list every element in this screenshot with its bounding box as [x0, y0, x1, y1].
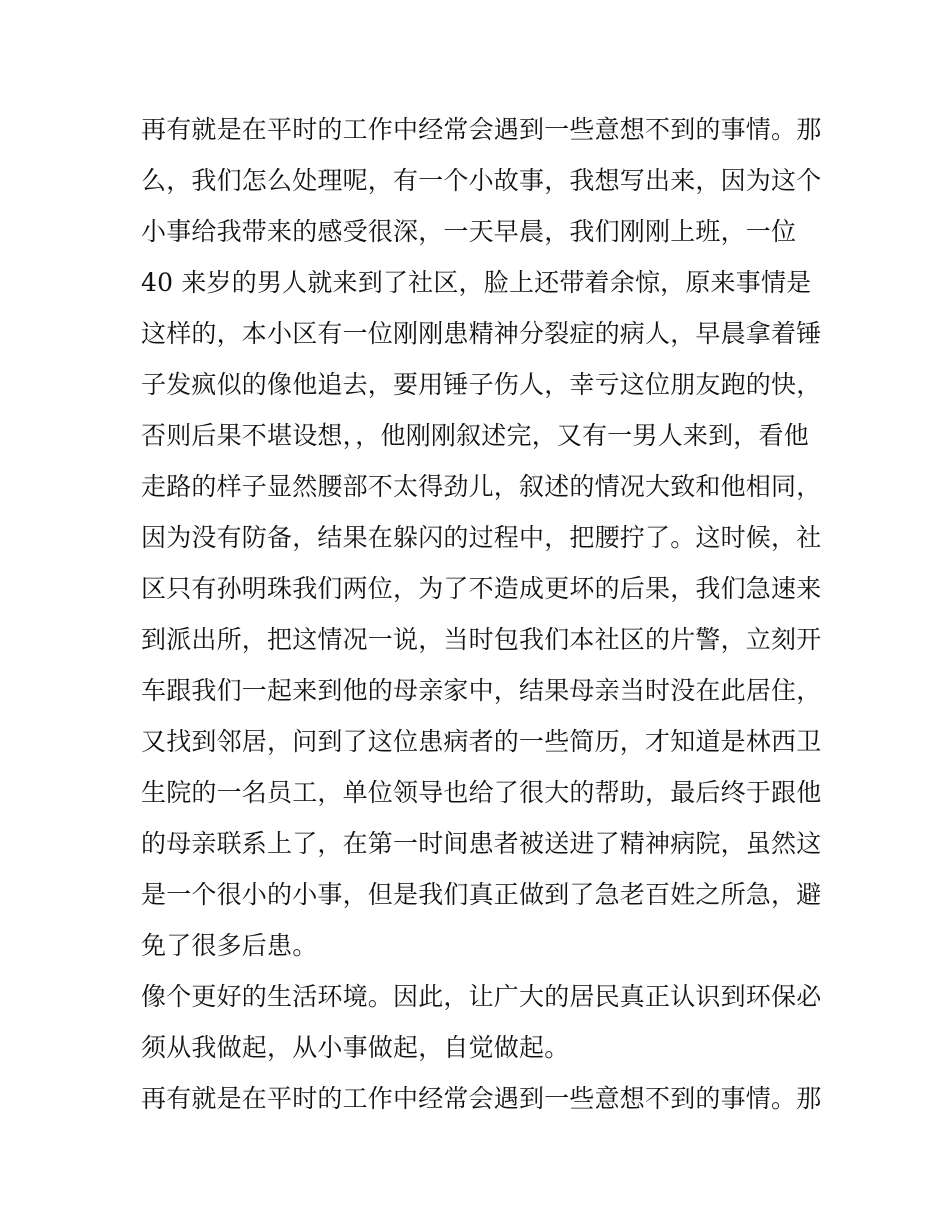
text-line-1: 再有就是在平时的工作中经常会遇到一些意想不到的事情。那 — [141, 115, 822, 144]
text-line-6: 子发疯似的像他追去，要用锤子伤人，幸亏这位朋友跑的快， — [141, 370, 822, 399]
text-line-7: 否则后果不堪设想，，他刚刚叙述完，又有一男人来到，看他 — [141, 421, 809, 450]
text-line-8: 走路的样子显然腰部不太得劲儿，叙述的情况大致和他相同， — [141, 472, 822, 501]
text-line-13: 又找到邻居，问到了这位患病者的一些简历，才知道是林西卫 — [141, 727, 822, 756]
text-line-12: 车跟我们一起来到他的母亲家中，结果母亲当时没在此居住， — [141, 676, 822, 705]
text-line-18: 像个更好的生活环境。因此，让广大的居民真正认识到环保必 — [141, 982, 822, 1011]
text-line-3: 小事给我带来的感受很深，一天早晨，我们刚刚上班，一位 — [141, 217, 797, 246]
text-line-16: 是一个很小的小事，但是我们真正做到了急老百姓之所急，避 — [141, 880, 822, 909]
text-line-17: 免了很多后患。 — [141, 931, 318, 960]
text-line-11: 到派出所，把这情况一说，当时包我们本社区的片警，立刻开 — [141, 625, 822, 654]
text-line-20: 再有就是在平时的工作中经常会遇到一些意想不到的事情。那 — [141, 1084, 822, 1113]
text-line-10: 区只有孙明珠我们两位，为了不造成更坏的后果，我们急速来 — [141, 574, 822, 603]
text-line-2: 么，我们怎么处理呢，有一个小故事，我想写出来，因为这个 — [141, 166, 822, 195]
text-line-15: 的母亲联系上了，在第一时间患者被送进了精神病院，虽然这 — [141, 829, 822, 858]
text-line-9: 因为没有防备，结果在躲闪的过程中，把腰拧了。这时候，社 — [141, 523, 822, 552]
text-line-4: 40 来岁的男人就来到了社区，脸上还带着余惊，原来事情是 — [141, 268, 812, 297]
text-line-19: 须从我做起，从小事做起，自觉做起。 — [141, 1033, 570, 1062]
text-line-5: 这样的，本小区有一位刚刚患精神分裂症的病人，早晨拿着锤 — [141, 319, 822, 348]
text-line-14: 生院的一名员工，单位领导也给了很大的帮助，最后终于跟他 — [141, 778, 822, 807]
